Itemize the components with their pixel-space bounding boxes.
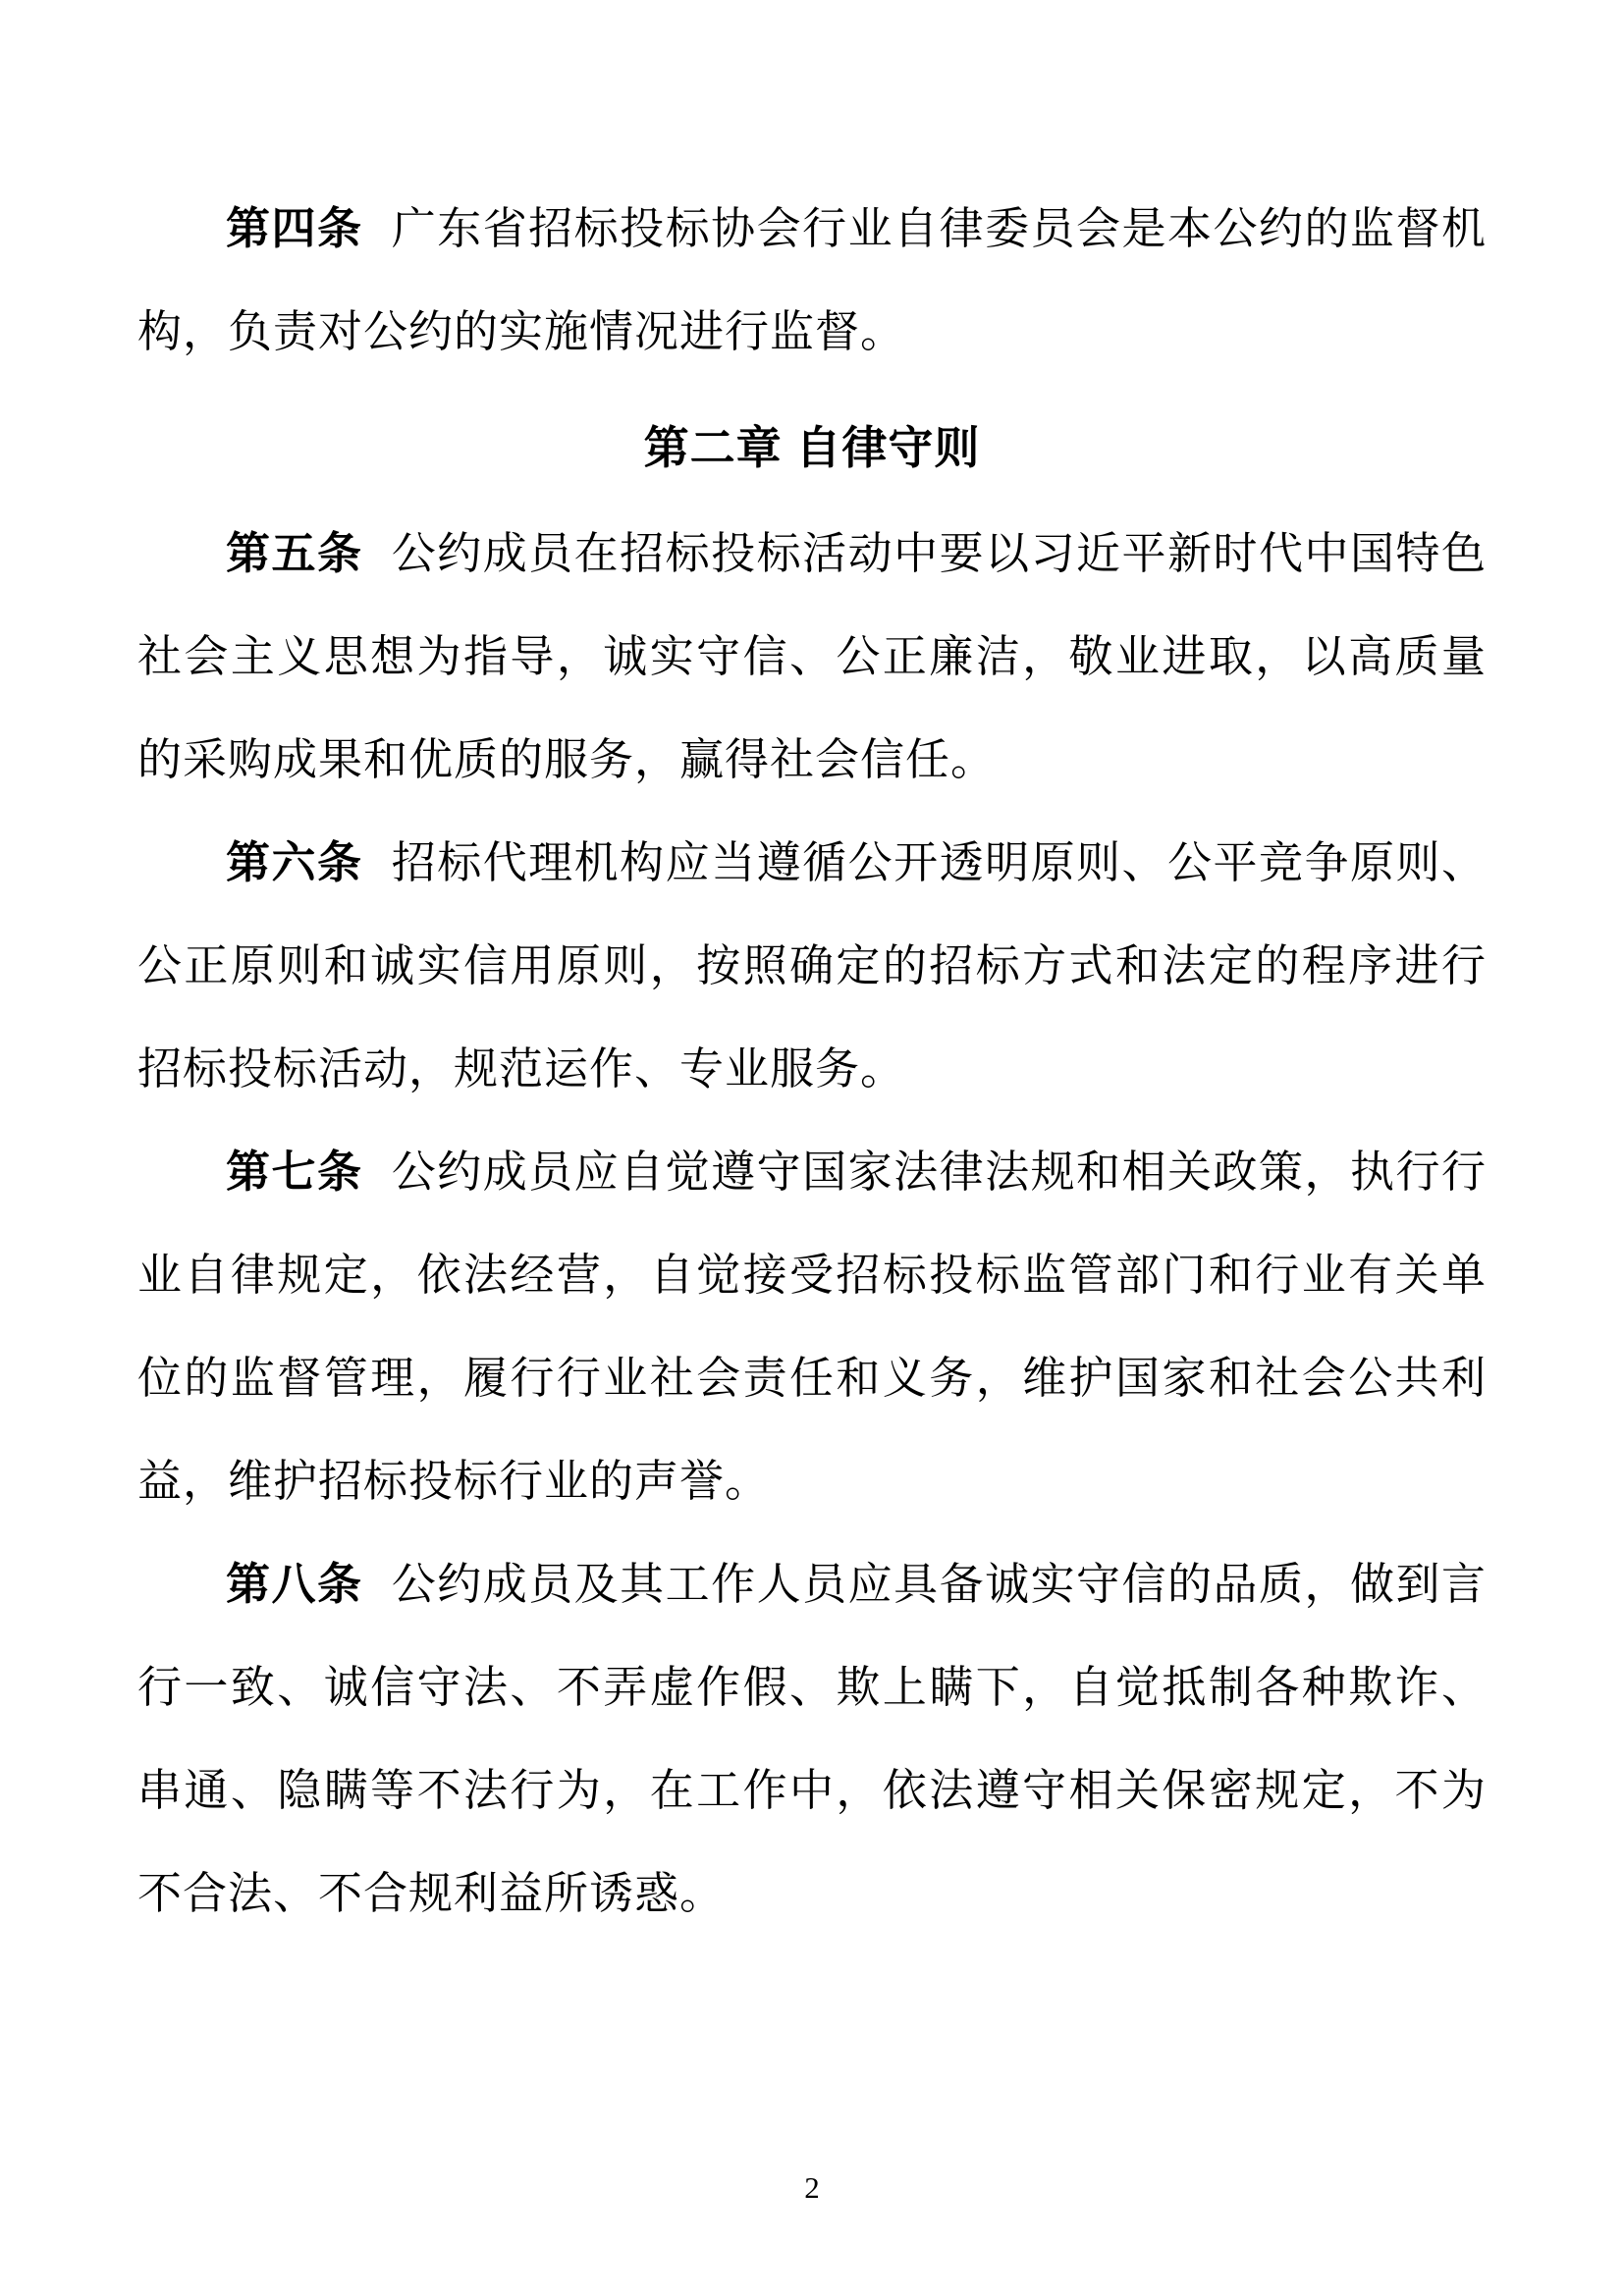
article-6-text: 招标代理机构应当遵循公开透明原则、公平竞争原则、公正原则和诚实信用原则，按照确定的招标方式和法定的程序进行招标投标活动，规范运作、专业服务。 [137, 837, 1487, 1094]
page-number: 2 [804, 2170, 820, 2205]
article-6-paragraph [137, 811, 1487, 1120]
chapter-2-heading: 第二章 自律守则 [643, 422, 981, 473]
article-5-paragraph [137, 502, 1487, 811]
article-6-label: 第六条 [226, 837, 363, 887]
article-4-paragraph [137, 177, 1487, 383]
article-5-label: 第五条 [226, 528, 363, 578]
article-5-text: 公约成员在招标投标活动中要以习近平新时代中国特色社会主义思想为指导，诚实守信、公正廉洁，敬业进取，以高质量的采购成果和优质的服务，赢得社会信任。 [137, 528, 1487, 784]
article-8-label: 第八条 [226, 1559, 363, 1609]
article-8-paragraph [137, 1532, 1487, 1945]
article-4-text: 广东省招标投标协会行业自律委员会是本公约的监督机构，负责对公约的实施情况进行监督。 [137, 203, 1487, 356]
article-4-label: 第四条 [226, 203, 363, 253]
article-7-label: 第七条 [226, 1147, 363, 1197]
article-8-text: 公约成员及其工作人员应具备诚实守信的品质，做到言行一致、诚信守法、不弄虚作假、欺上瞒下，自觉抵制各种欺诈、串通、隐瞒等不法行为，在工作中，依法遵守相关保密规定，不为不合法、不合规利益所诱惑。 [137, 1559, 1487, 1918]
article-7-paragraph [137, 1120, 1487, 1532]
article-7-text: 公约成员应自觉遵守国家法律法规和相关政策，执行行业自律规定，依法经营，自觉接受招标投标监管部门和行业有关单位的监督管理，履行行业社会责任和义务，维护国家和社会公共利益，维护招标投标行业的声誉。 [137, 1147, 1487, 1506]
